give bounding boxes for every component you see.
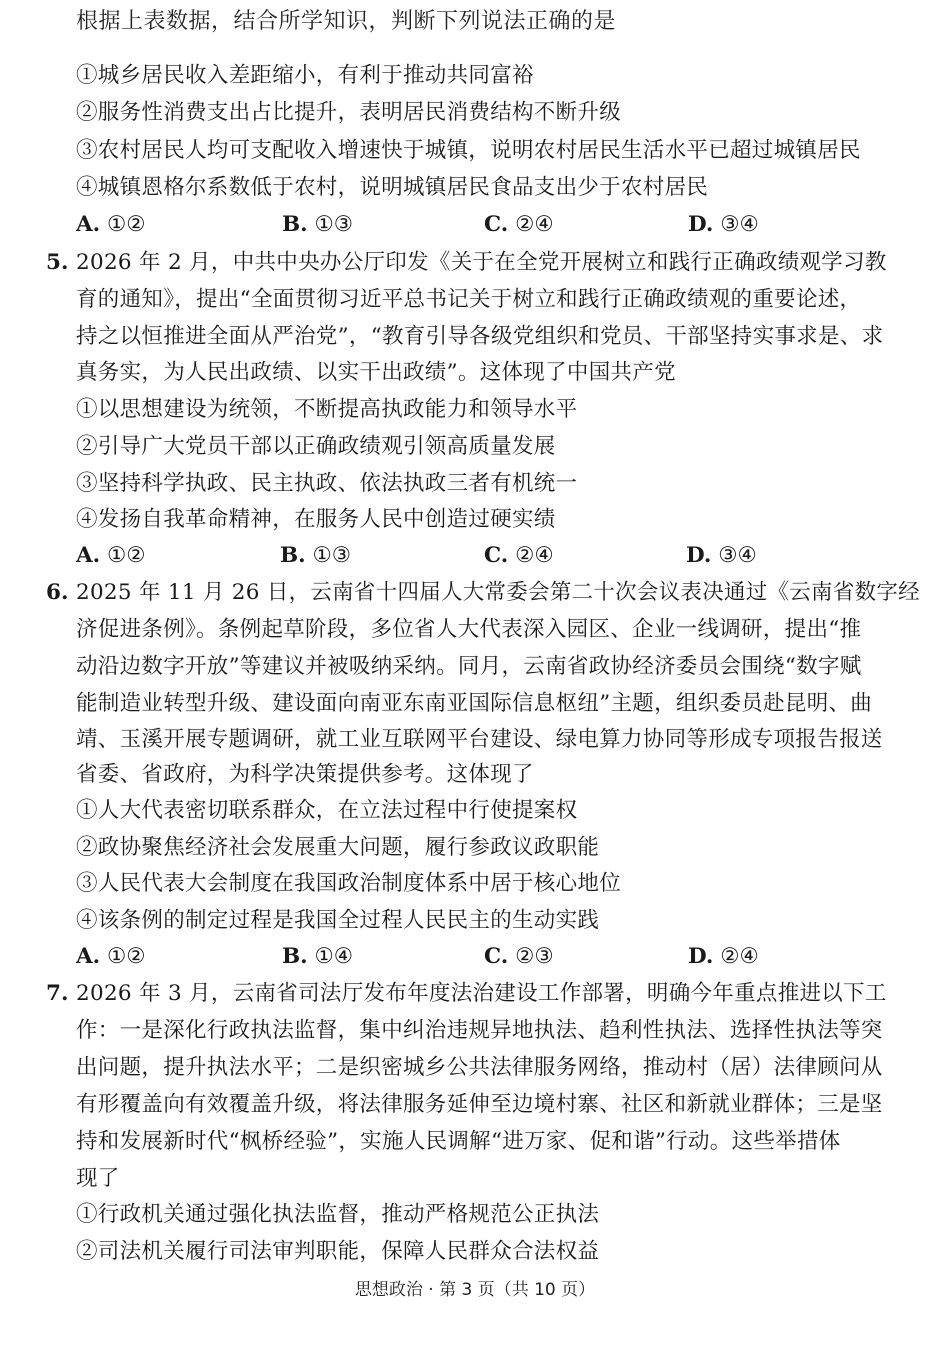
q5-number: 5.: [46, 250, 69, 275]
q4-statement-3: ③农村居民人均可支配收入增速快于城镇，说明农村居民生活水平已超过城镇居民: [76, 138, 861, 163]
q5-statement-1: ①以思想建设为统领，不断提高执政能力和领导水平: [76, 397, 578, 422]
q6-stem-line-3: 动沿边数字开放”等建议并被吸纳采纳。同月，云南省政协经济委员会围绕“数字赋: [76, 654, 862, 679]
q4-statement-4: ④城镇恩格尔系数低于农村，说明城镇居民食品支出少于农村居民: [76, 175, 709, 200]
q5-option-c[interactable]: C. ②④: [484, 543, 554, 568]
q7-number: 7.: [46, 981, 69, 1006]
q6-stem-line-1: 2025 年 11 月 26 日，云南省十四届人大常委会第二十次会议表决通过《云南省数字经: [76, 580, 920, 605]
q5-statement-2: ②引导广大党员干部以正确政绩观引领高质量发展: [76, 434, 556, 459]
q6-stem-line-2: 济促进条例》。条例起草阶段，多位省人大代表深入园区、企业一线调研，提出“推: [76, 617, 862, 642]
page-footer: 思想政治 · 第 3 页（共 10 页）: [354, 1280, 596, 1300]
q6-option-a[interactable]: A. ①②: [76, 944, 146, 969]
q5-option-d[interactable]: D. ③④: [686, 543, 757, 568]
q5-statement-4: ④发扬自我革命精神，在服务人民中创造过硬实绩: [76, 507, 556, 532]
q5-stem-line-1: 2026 年 2 月，中共中央办公厅印发《关于在全党开展树立和践行正确政绩观学习教: [76, 250, 887, 275]
q7-stem-line-2: 作：一是深化行政执法监督，集中纠治违规异地执法、趋利性执法、选择性执法等突: [76, 1018, 883, 1043]
q7-stem-line-6: 现了: [76, 1166, 120, 1191]
q4-option-c[interactable]: C. ②④: [484, 212, 554, 237]
q7-stem-line-1: 2026 年 3 月，云南省司法厅发布年度法治建设工作部署，明确今年重点推进以下工: [76, 981, 887, 1006]
q4-option-a[interactable]: A. ①②: [76, 212, 146, 237]
q4-statement-2: ②服务性消费支出占比提升，表明居民消费结构不断升级: [76, 100, 622, 125]
q5-statement-3: ③坚持科学执政、民主执政、依法执政三者有机统一: [76, 471, 578, 496]
q7-statement-2: ②司法机关履行司法审判职能，保障人民群众合法权益: [76, 1239, 600, 1264]
q4-statement-1: ①城乡居民收入差距缩小，有利于推动共同富裕: [76, 63, 534, 88]
q6-stem-line-5: 靖、玉溪开展专题调研，就工业互联网平台建设、绿电算力协同等形成专项报告报送: [76, 727, 883, 752]
q6-options: [76, 942, 796, 972]
q5-stem-line-3: 持之以恒推进全面从严治党”，“教育引导各级党组织和党员、干部坚持实事求是、求: [76, 324, 884, 349]
q6-stem-line-6: 省委、省政府，为科学决策提供参考。这体现了: [76, 762, 534, 787]
q6-stem-line-4: 能制造业转型升级、建设面向南亚东南亚国际信息枢纽”主题，组织委员赴昆明、曲: [76, 691, 873, 716]
q5-options: [76, 541, 796, 571]
q6-statement-4: ④该条例的制定过程是我国全过程人民民主的生动实践: [76, 908, 600, 933]
q5-stem-line-4: 真务实，为人民出政绩、以实干出政绩”。这体现了中国共产党: [76, 360, 676, 385]
q7-statement-1: ①行政机关通过强化执法监督，推动严格规范公正执法: [76, 1202, 600, 1227]
q6-option-b[interactable]: B. ①④: [282, 944, 354, 969]
q7-stem-line-4: 有形覆盖向有效覆盖升级，将法律服务延伸至边境村寨、社区和新就业群体；三是坚: [76, 1092, 883, 1117]
q4-options: [76, 210, 796, 240]
q6-number: 6.: [46, 580, 69, 605]
cut-off-line: 根据上表数据，结合所学知识，判断下列说法正确的是: [76, 9, 617, 34]
q6-statement-2: ②政协聚焦经济社会发展重大问题，履行参政议政职能: [76, 835, 600, 860]
q6-statement-1: ①人大代表密切联系群众，在立法过程中行使提案权: [76, 798, 578, 823]
q5-stem-line-2: 育的通知》，提出“全面贯彻习近平总书记关于树立和践行正确政绩观的重要论述，: [76, 287, 862, 312]
q5-option-b[interactable]: B. ①③: [280, 543, 352, 568]
q7-stem-line-3: 出问题，提升执法水平；二是织密城乡公共法律服务网络，推动村（居）法律顾问从: [76, 1055, 883, 1080]
q5-option-a[interactable]: A. ①②: [76, 543, 146, 568]
q7-stem-line-5: 持和发展新时代“枫桥经验”，实施人民调解“进万家、促和谐”行动。这些举措体: [76, 1129, 841, 1154]
q4-option-b[interactable]: B. ①③: [282, 212, 354, 237]
q6-statement-3: ③人民代表大会制度在我国政治制度体系中居于核心地位: [76, 871, 622, 896]
q6-option-c[interactable]: C. ②③: [484, 944, 554, 969]
q4-option-d[interactable]: D. ③④: [688, 212, 759, 237]
q6-option-d[interactable]: D. ②④: [688, 944, 759, 969]
